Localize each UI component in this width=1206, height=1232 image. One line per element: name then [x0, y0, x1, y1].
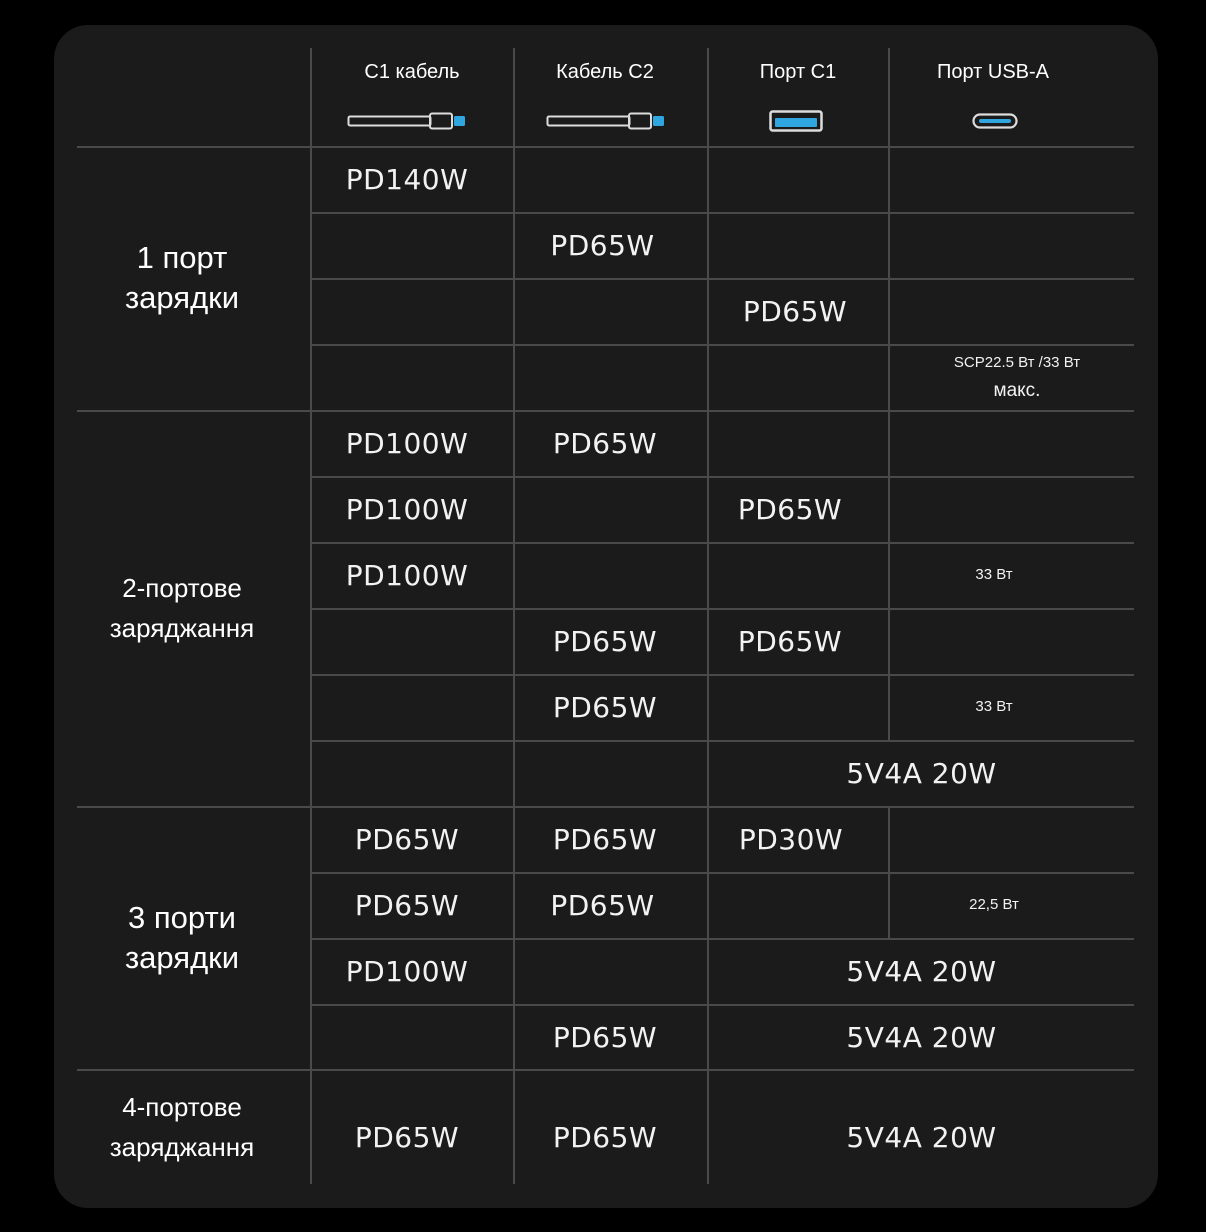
header-c2-cable: Кабель C2 — [556, 61, 654, 83]
table-cell-c1: PD100W — [345, 426, 469, 460]
group-label-line: зарядки — [124, 280, 240, 315]
table-cell-usba: 22,5 Вт — [969, 896, 1019, 913]
group-label-4-port — [54, 1069, 310, 1184]
table-cell-c2: PD65W — [552, 1120, 658, 1154]
usba-value-line: SCP22.5 Вт /33 Вт — [953, 354, 1081, 371]
table-cell-c2: PD65W — [552, 1020, 658, 1054]
usb-c-port-icon — [972, 113, 1018, 129]
table-cell-merged-ports: 5V4A 20W — [846, 954, 997, 988]
table-cell-merged-ports: 5V4A 20W — [846, 756, 997, 790]
table-cell-c2: PD65W — [552, 822, 658, 856]
cable-c1-icon — [347, 112, 467, 130]
header-usba-port: Порт USB-A — [936, 61, 1050, 83]
group-label-line: зарядки — [124, 939, 240, 975]
table-cell-port-c1: PD65W — [737, 492, 843, 526]
group-label-line: 1 порт — [136, 240, 228, 275]
table-cell-port-c1: PD65W — [742, 294, 848, 328]
grid-line — [310, 48, 312, 1184]
table-cell-c2: PD65W — [550, 888, 655, 922]
usb-a-port-icon — [769, 110, 823, 132]
table-cell-usba: 33 Вт — [975, 698, 1013, 715]
cable-c2-icon — [546, 112, 666, 130]
table-cell-c2: PD65W — [552, 690, 658, 724]
group-label-line: заряджання — [109, 613, 255, 643]
table-cell-c1: PD100W — [345, 954, 469, 988]
table-cell-usba — [890, 344, 1144, 410]
group-label-line: заряджання — [109, 1131, 255, 1162]
table-cell-c2: PD65W — [552, 426, 658, 460]
usba-value-line: макс. — [993, 380, 1041, 401]
table-cell-c1: PD100W — [345, 492, 469, 526]
grid-line — [888, 146, 890, 740]
group-label-line: 3 порти — [128, 899, 236, 935]
table-cell-c1: PD140W — [345, 162, 469, 196]
header-c1-cable: C1 кабель — [364, 61, 460, 83]
group-label-3-port — [54, 806, 310, 1069]
table-cell-c2: PD65W — [550, 228, 655, 262]
table-cell-port-c1: PD65W — [737, 624, 843, 658]
table-cell-merged-ports: 5V4A 20W — [846, 1120, 997, 1154]
grid-line — [310, 212, 1134, 214]
table-cell-c1: PD65W — [354, 822, 460, 856]
table-cell-c1: PD65W — [354, 888, 460, 922]
table-cell-c1: PD65W — [354, 1120, 460, 1154]
group-label-line: 2-портове — [122, 573, 242, 603]
table-cell-merged-ports: 5V4A 20W — [846, 1020, 997, 1054]
table-cell-port-c1: PD30W — [738, 822, 844, 856]
group-label-2-port — [54, 410, 310, 806]
table-cell-usba: 33 Вт — [975, 566, 1013, 583]
group-label-1-port — [54, 146, 310, 410]
table-cell-c2: PD65W — [552, 624, 658, 658]
table-cell-c1: PD100W — [345, 558, 469, 592]
group-label-line: 4-портове — [122, 1091, 242, 1122]
header-c1-port: Порт C1 — [759, 61, 837, 83]
